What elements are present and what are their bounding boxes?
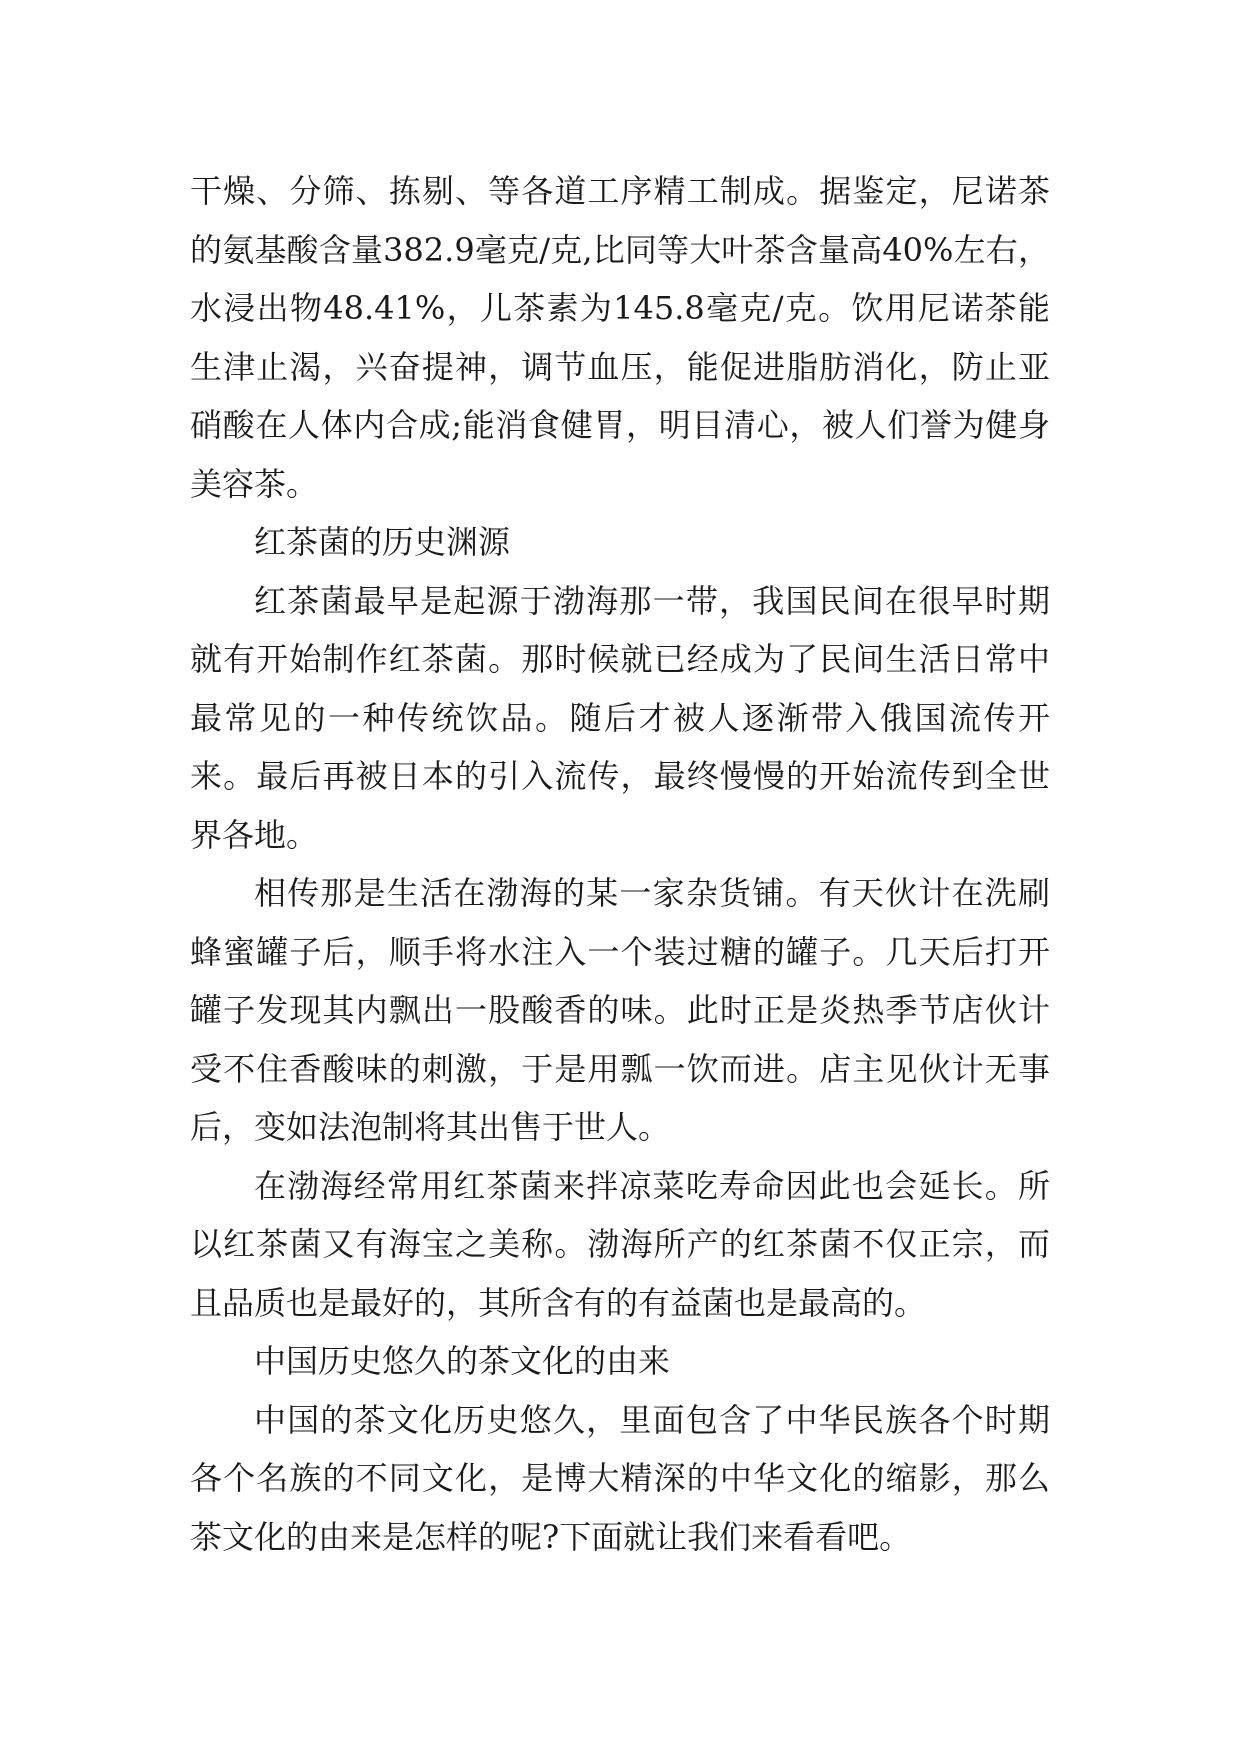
paragraph: 在渤海经常用红茶菌来拌凉菜吃寿命因此也会延长。所以红茶菌又有海宝之美称。渤海所产的红茶菌不仅正宗，而且品质也是最好的，其所含有的有益菌也是最高的。	[190, 1166, 1050, 1322]
paragraph-continuation: 干燥、分筛、拣剔、等各道工序精工制成。据鉴定，尼诺茶的氨基酸含量382.9毫克/克,比同等大叶茶含量高40%左右，水浸出物48.41%，儿茶素为145.8毫克/克。饮用尼诺茶能生津止渴，兴奋提神，调节血压，能促进脂肪消化，防止亚硝酸在人体内合成;能消食健胃，明目清心，被人们誉为健身美容茶。	[190, 172, 1050, 503]
paragraph: 相传那是生活在渤海的某一家杂货铺。有天伙计在洗刷蜂蜜罐子后，顺手将水注入一个装过糖的罐子。几天后打开罐子发现其内飘出一股酸香的味。此时正是炎热季节店伙计受不住香酸味的刺激，于是用瓢一饮而进。店主见伙计无事后，变如法泡制将其出售于世人。	[190, 874, 1050, 1146]
paragraph: 中国的茶文化历史悠久，里面包含了中华民族各个时期各个名族的不同文化，是博大精深的中华文化的缩影，那么茶文化的由来是怎样的呢?下面就让我们来看看吧。	[190, 1400, 1050, 1556]
document-body	[190, 162, 1050, 1566]
section-heading: 中国历史悠久的茶文化的由来	[254, 1342, 671, 1380]
section-heading: 红茶菌的历史渊源	[254, 523, 511, 561]
paragraph: 红茶菌最早是起源于渤海那一带，我国民间在很早时期就有开始制作红茶菌。那时候就已经成为了民间生活日常中最常见的一种传统饮品。随后才被人逐渐带入俄国流传开来。最后再被日本的引入流传，最终慢慢的开始流传到全世界各地。	[190, 581, 1050, 854]
